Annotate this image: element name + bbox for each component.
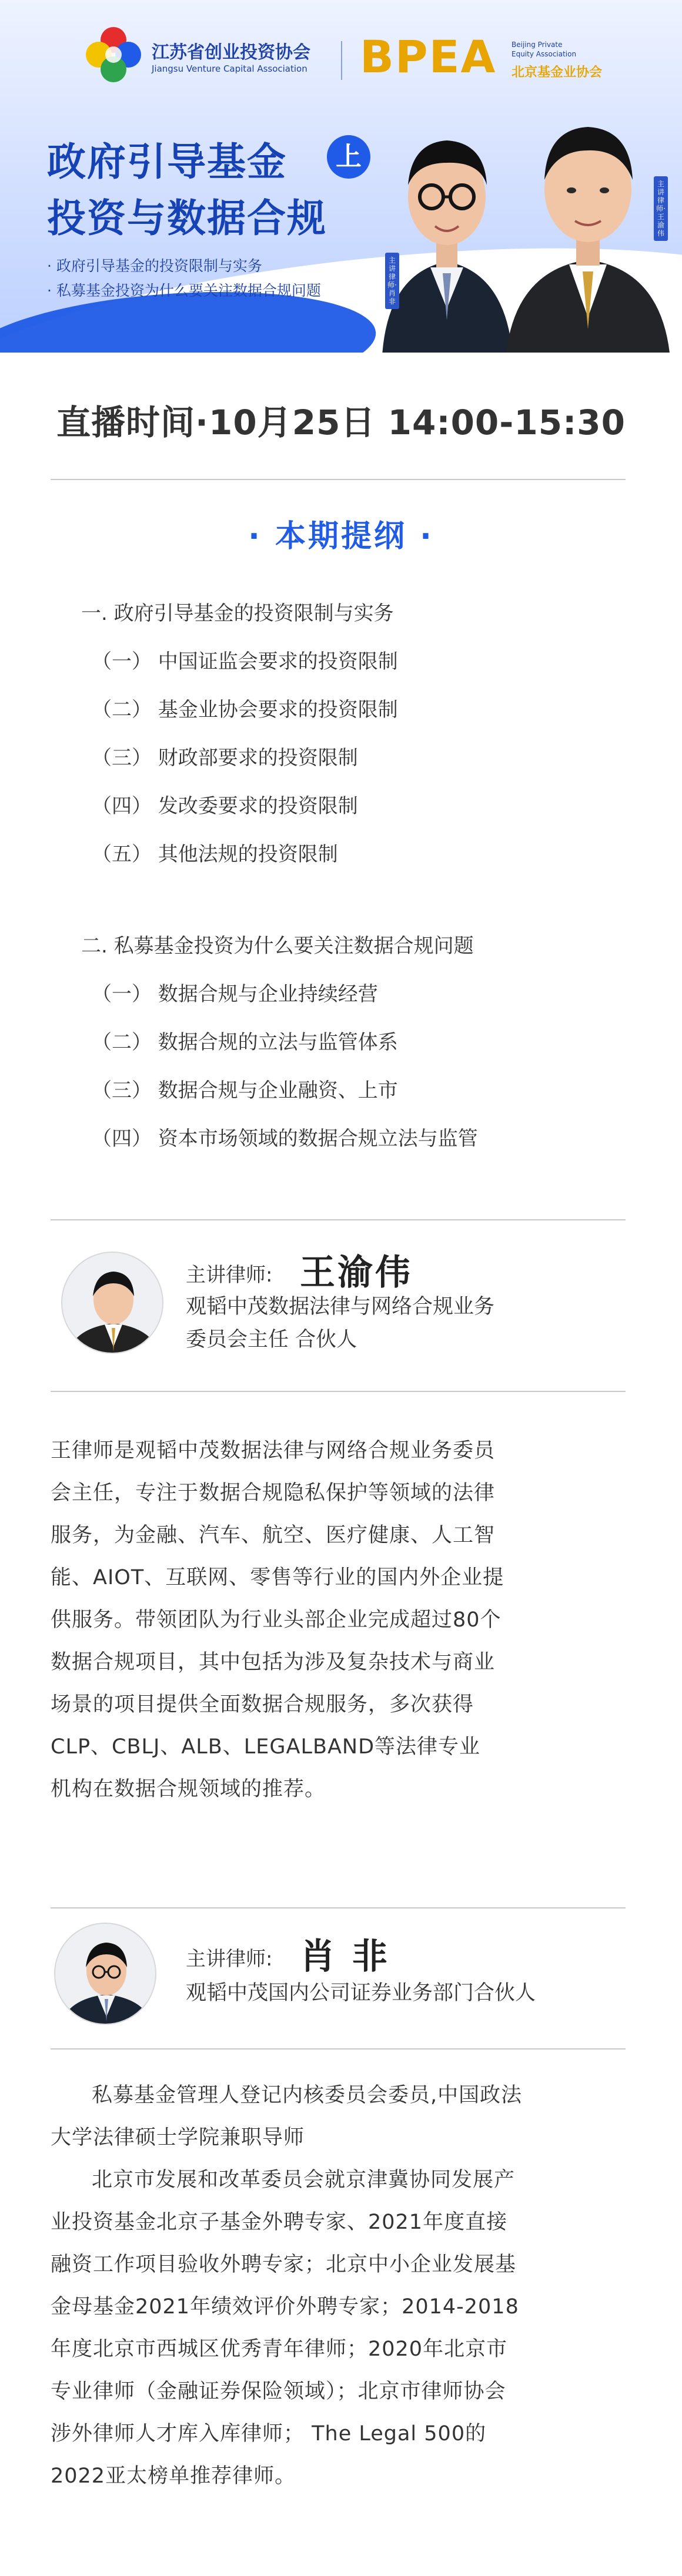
outline-item: （四） 发改委要求的投资限制 [92,794,358,818]
outline-item: （四） 资本市场领域的数据合规立法与监管 [92,1127,478,1151]
lawyer-role-label: 主讲律师: [186,1947,273,1971]
bio-line: 供服务。带领团队为行业头部企业完成超过80个 [51,1608,502,1632]
bio-line: 年度北京市西城区优秀青年律师；2020年北京市 [51,2337,508,2361]
assoc-logo-en: Jiangsu Venture Capital Association [152,63,307,74]
lawyer-portrait-icon [62,1253,163,1354]
lawyer-title-line: 观韬中茂数据法律与网络合规业务 [186,1295,495,1319]
assoc-logo-icon [81,22,146,87]
speaker-photo-xiao [376,97,517,353]
hero-bullet-list [47,254,321,303]
outline-heading: 一. 政府引导基金的投资限制与实务 [81,602,394,625]
divider [51,479,626,480]
bio-line: CLP、CBLJ、ALB、LEGALBAND等法律专业 [51,1735,481,1759]
lawyer-bio-wang [51,1430,633,1810]
bio-line: 业投资基金北京子基金外聘专家、2021年度直接 [51,2211,508,2234]
divider [51,1907,626,1908]
bio-line: 服务，为金融、汽车、航空、医疗健康、人工智 [51,1524,496,1547]
outline-item: （三） 数据合规与企业融资、上市 [92,1079,398,1102]
bpea-logo-cn: 北京基金业协会 [512,65,603,80]
outline-item: （三） 财政部要求的投资限制 [92,746,358,770]
lawyer-title-line: 委员会主任 合伙人 [186,1328,357,1351]
bio-line: 大学法律硕士学院兼职导师 [51,2126,305,2149]
lawyer-title-line: 观韬中茂国内公司证券业务部门合伙人 [186,1981,536,2005]
speaker-figure-icon [506,88,670,353]
hero-title-line1: 政府引导基金 [47,139,287,185]
speaker-name-tag: 主讲律师·王渝伟 [654,176,668,241]
divider [51,1219,626,1220]
bio-line: 专业律师（金融证券保险领域）；北京市律师协会 [51,2380,506,2403]
bio-line: 北京市发展和改革委员会就京津冀协同发展产 [92,2168,516,2192]
speaker-photo-wang [506,88,670,353]
hero-banner [0,0,682,353]
bio-line: 机构在数据合规领域的推荐。 [51,1777,326,1801]
bio-line: 场景的项目提供全面数据合规服务，多次获得 [51,1693,474,1716]
bio-line: 金母基金2021年绩效评价外聘专家；2014-2018 [51,2295,519,2319]
lawyer-portrait-icon [55,1924,156,2025]
divider [51,1391,626,1392]
outline-item: （一） 中国证监会要求的投资限制 [92,650,398,673]
hero-title-badge: 上 [327,135,370,179]
speaker-name-tag: 主讲律师·肖非 [385,253,399,309]
hero-bullet: · 私募基金投资为什么要关注数据合规问题 [47,279,321,303]
bio-line: 能、AIOT、互联网、零售等行业的国内外企业提 [51,1566,504,1589]
outline-item: （一） 数据合规与企业持续经营 [92,982,378,1006]
lawyer-name: 王渝伟 [300,1252,413,1293]
outline-title: · 本期提纲 · [248,519,434,554]
outline-item: （二） 基金业协会要求的投资限制 [92,698,398,722]
outline-item: （五） 其他法规的投资限制 [92,843,338,866]
lawyer-name: 肖 非 [300,1936,390,1977]
bio-line: 2022亚太榜单推荐律师。 [51,2464,296,2488]
live-broadcast-time: 直播时间·10月25日 14:00-15:30 [56,402,626,442]
avatar-wang [61,1252,163,1354]
bio-line: 私募基金管理人登记内核委员会委员,中国政法 [92,2084,523,2107]
speaker-figure-icon [376,97,517,353]
outline-heading: 二. 私募基金投资为什么要关注数据合规问题 [81,934,474,958]
assoc-logo-name: 江苏省创业投资协会 [152,42,310,63]
hero-bullet: · 政府引导基金的投资限制与实务 [47,254,321,279]
bpea-logo-en: Beijing Private Equity Association [512,41,577,58]
bpea-logo: BPEA [360,31,497,83]
divider [51,2048,626,2050]
lawyer-bio-xiao [51,2074,633,2497]
bio-line: 王律师是观韬中茂数据法律与网络合规业务委员 [51,1439,496,1463]
avatar-xiao [54,1923,156,2025]
bio-line: 涉外律师人才库入库律师； The Legal 500的 [51,2422,487,2446]
lawyer-role-label: 主讲律师: [186,1263,273,1287]
hero-title-line2: 投资与数据合规 [47,196,327,241]
bio-line: 会主任，专注于数据合规隐私保护等领域的法律 [51,1481,496,1505]
bio-line: 融资工作项目验收外聘专家；北京中小企业发展基 [51,2253,517,2276]
outline-item: （二） 数据合规的立法与监管体系 [92,1031,398,1054]
bio-line: 数据合规项目，其中包括为涉及复杂技术与商业 [51,1651,496,1674]
logo-divider [341,41,342,80]
